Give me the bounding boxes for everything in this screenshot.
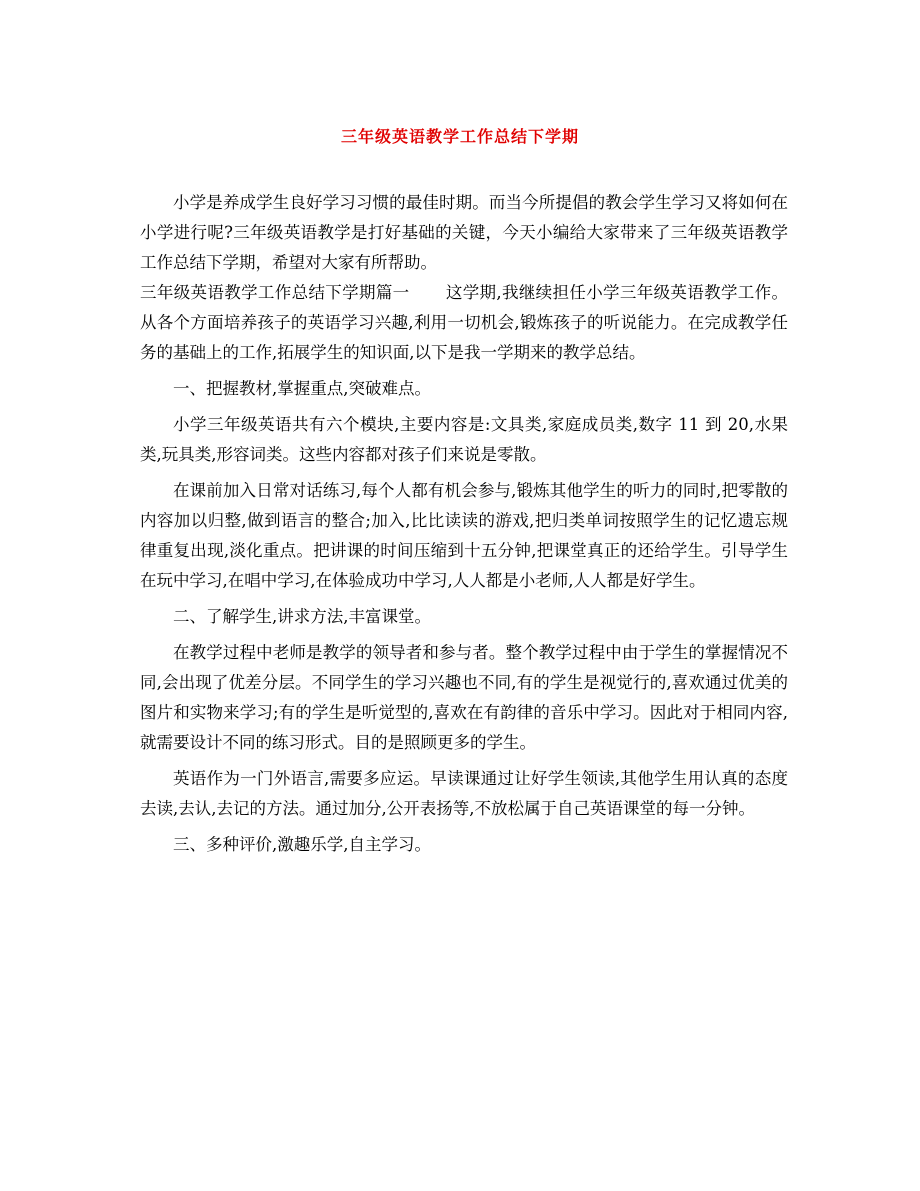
- body-paragraph: 在课前加入日常对话练习,每个人都有机会参与,锻炼其他学生的听力的同时,把零散的内容加以归整,做到语言的整合;加入,比比读读的游戏,把归类单词按照学生的记忆遗忘规律重复出现,淡化重点。把讲课的时间压缩到十五分钟,把课堂真正的还给学生。引导学生在玩中学习,在唱中学习,在体验成功中学习,人人都是小老师,人人都是好学生。: [140, 481, 788, 590]
- section-paragraph: [140, 278, 788, 368]
- body-paragraph: 英语作为一门外语言,需要多应运。早读课通过让好学生领读,其他学生用认真的态度去读,去认,去记的方法。通过加分,公开表扬等,不放松属于自己英语课堂的每一分钟。: [140, 769, 788, 818]
- document-body: [140, 188, 788, 860]
- intro-paragraph: 小学是养成学生良好学习习惯的最佳时期。而当今所提倡的教会学生学习又将如何在小学进行呢?三年级英语教学是打好基础的关键，今天小编给大家带来了三年级英语教学工作总结下学期，希望对大家有所帮助。: [140, 193, 788, 272]
- document-title: 三年级英语教学工作总结下学期: [340, 127, 579, 146]
- heading-two: 二、了解学生,讲求方法,丰富课堂。: [173, 607, 431, 626]
- heading-one: 一、把握教材,掌握重点,突破难点。: [173, 379, 431, 398]
- body-paragraph: 在教学过程中老师是教学的领导者和参与者。整个教学过程中由于学生的掌握情况不同,会出现了优差分层。不同学生的学习兴趣也不同,有的学生是视觉行的,喜欢通过优美的图片和实物来学习;有的学生是听觉型的,喜欢在有韵律的音乐中学习。因此对于相同内容,就需要设计不同的练习形式。目的是照顾更多的学生。: [140, 643, 788, 752]
- body-paragraph: 小学三年级英语共有六个模块,主要内容是:文具类,家庭成员类,数字 11 到 20,水果类,玩具类,形容词类。这些内容都对孩子们来说是零散。: [140, 415, 788, 464]
- section-intro: 这学期,我继续担任小学三年级英语教学工作。从各个方面培养孩子的英语学习兴趣,利用一切机会,锻炼孩子的听说能力。在完成教学任务的基础上的工作,拓展学生的知识面,以下是我一学期来的教学总结。: [140, 283, 788, 362]
- heading-three: 三、多种评价,激趣乐学,自主学习。: [173, 835, 431, 854]
- section-heading: 三年级英语教学工作总结下学期篇一: [140, 283, 410, 302]
